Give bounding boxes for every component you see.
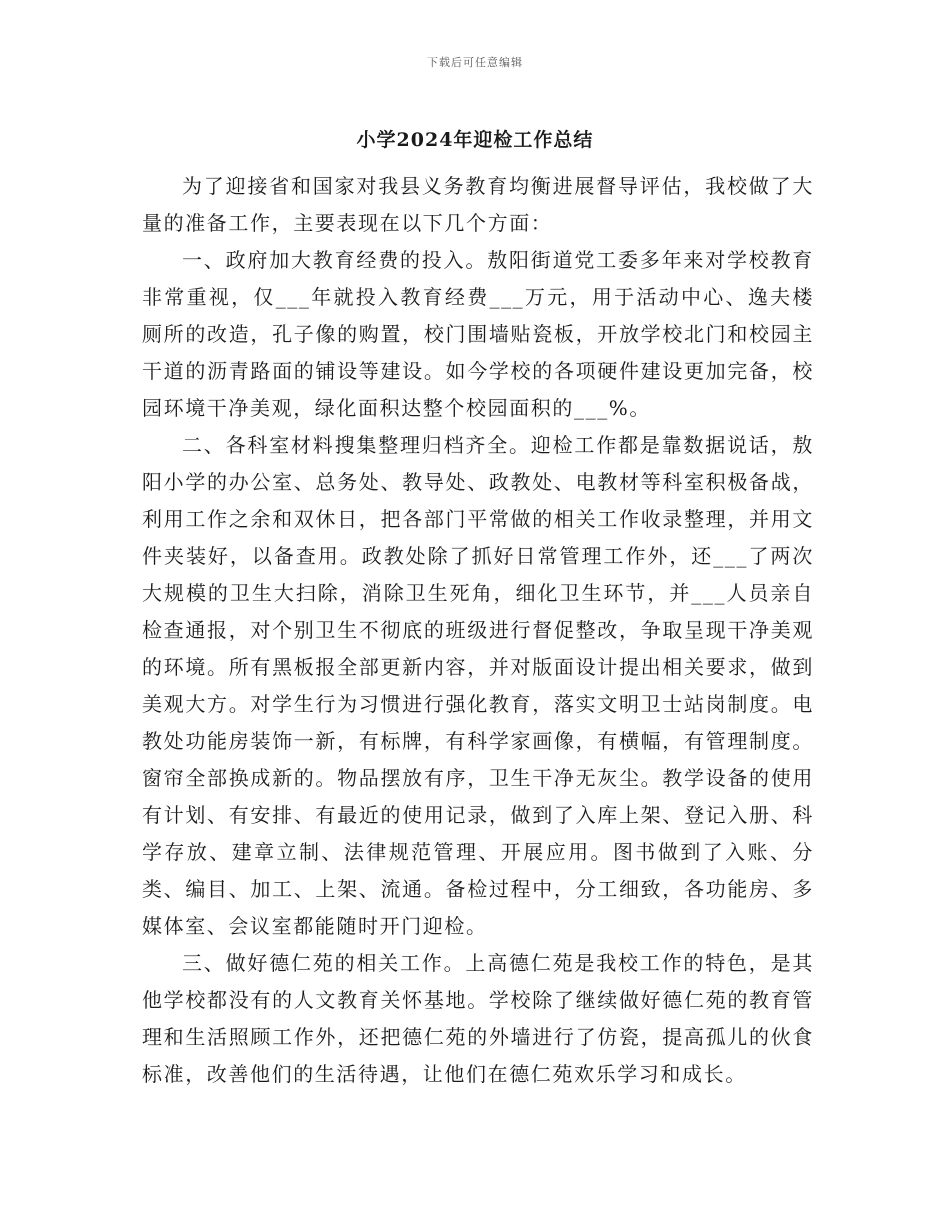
page-header-note: 下载后可任意编辑 (427, 56, 523, 69)
paragraph-section-1: 一、政府加大教育经费的投入。敖阳街道党工委多年来对学校教育非常重视，仅___年就投入教育经费___万元，用于活动中心、逸夫楼厕所的改造，孔子像的购置，校门围墙贴瓷板，开放学校北门和校园主干道的沥青路面的铺设等建设。如今学校的各项硬件建设更加完备，校园环境干净美观，绿化面积达整个校园面积的___%。 (142, 248, 814, 420)
document-body (142, 168, 814, 1093)
paragraph-section-3: 三、做好德仁苑的相关工作。上高德仁苑是我校工作的特色，是其他学校都没有的人文教育关怀基地。学校除了继续做好德仁苑的教育管理和生活照顾工作外，还把德仁苑的外墙进行了仿瓷，提高孤儿的伙食标准，改善他们的生活待遇，让他们在德仁苑欢乐学习和成长。 (142, 951, 814, 1086)
document-title: 小学2024年迎检工作总结 (356, 129, 594, 151)
paragraph-section-2: 二、各科室材料搜集整理归档齐全。迎检工作都是靠数据说话，敖阳小学的办公室、总务处、教导处、政教处、电教材等科室积极备战，利用工作之余和双休日，把各部门平常做的相关工作收录整理，并用文件夹装好，以备查用。政教处除了抓好日常管理工作外，还___了两次大规模的卫生大扫除，消除卫生死角，细化卫生环节，并___人员亲自检查通报，对个别卫生不彻底的班级进行督促整改，争取呈现干净美观的环境。所有黑板报全部更新内容，并对版面设计提出相关要求，做到美观大方。对学生行为习惯进行强化教育，落实文明卫士站岗制度。电教处功能房装饰一新，有标牌，有科学家画像，有横幅，有管理制度。窗帘全部换成新的。物品摆放有序，卫生干净无灰尘。教学设备的使用有计划、有安排、有最近的使用记录，做到了入库上架、登记入册、科学存放、建章立制、法律规范管理、开展应用。图书做到了入账、分类、编目、加工、上架、流通。备检过程中，分工细致，各功能房、多媒体室、会议室都能随时开门迎检。 (142, 433, 814, 938)
paragraph-intro: 为了迎接省和国家对我县义务教育均衡进展督导评估，我校做了大量的准备工作，主要表现在以下几个方面： (142, 174, 814, 235)
